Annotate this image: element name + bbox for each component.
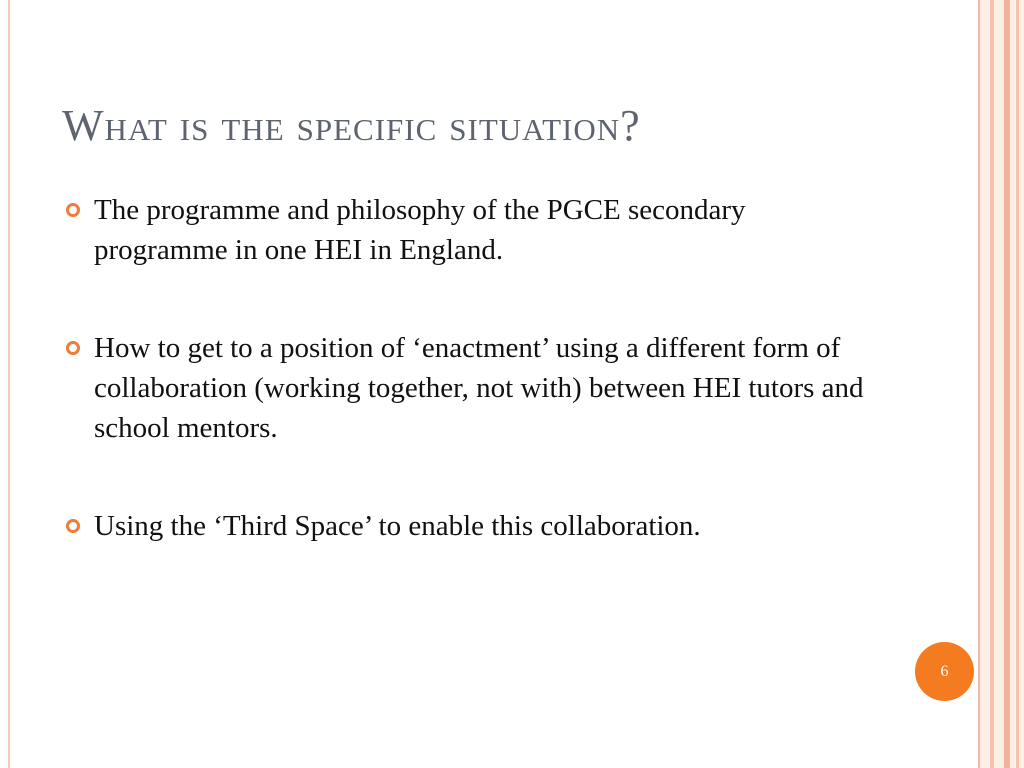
page-number-badge	[915, 642, 974, 701]
right-frame-line	[990, 0, 994, 768]
page-number: 6	[940, 662, 949, 680]
bullet-item	[62, 506, 882, 546]
hollow-circle-bullet-icon	[66, 341, 80, 355]
left-frame-line	[8, 0, 10, 768]
bullet-text: Using the ‘Third Space’ to enable this collaboration.	[94, 510, 701, 542]
hollow-circle-bullet-icon	[66, 519, 80, 533]
bullet-list	[62, 190, 882, 546]
hollow-circle-bullet-icon	[66, 203, 80, 217]
bullet-item	[62, 328, 882, 448]
bullet-item	[62, 190, 882, 270]
right-frame-line	[1016, 0, 1019, 768]
bullet-text: How to get to a position of ‘enactment’ using a different form of collaboration (working together, not with) between HEI tutors and school mentors.	[94, 332, 864, 444]
bullet-text: The programme and philosophy of the PGCE secondary programme in one HEI in England.	[94, 194, 746, 266]
slide-title: What is the specific situation?	[62, 101, 641, 150]
right-frame-line	[1004, 0, 1010, 768]
right-frame-line	[978, 0, 980, 768]
